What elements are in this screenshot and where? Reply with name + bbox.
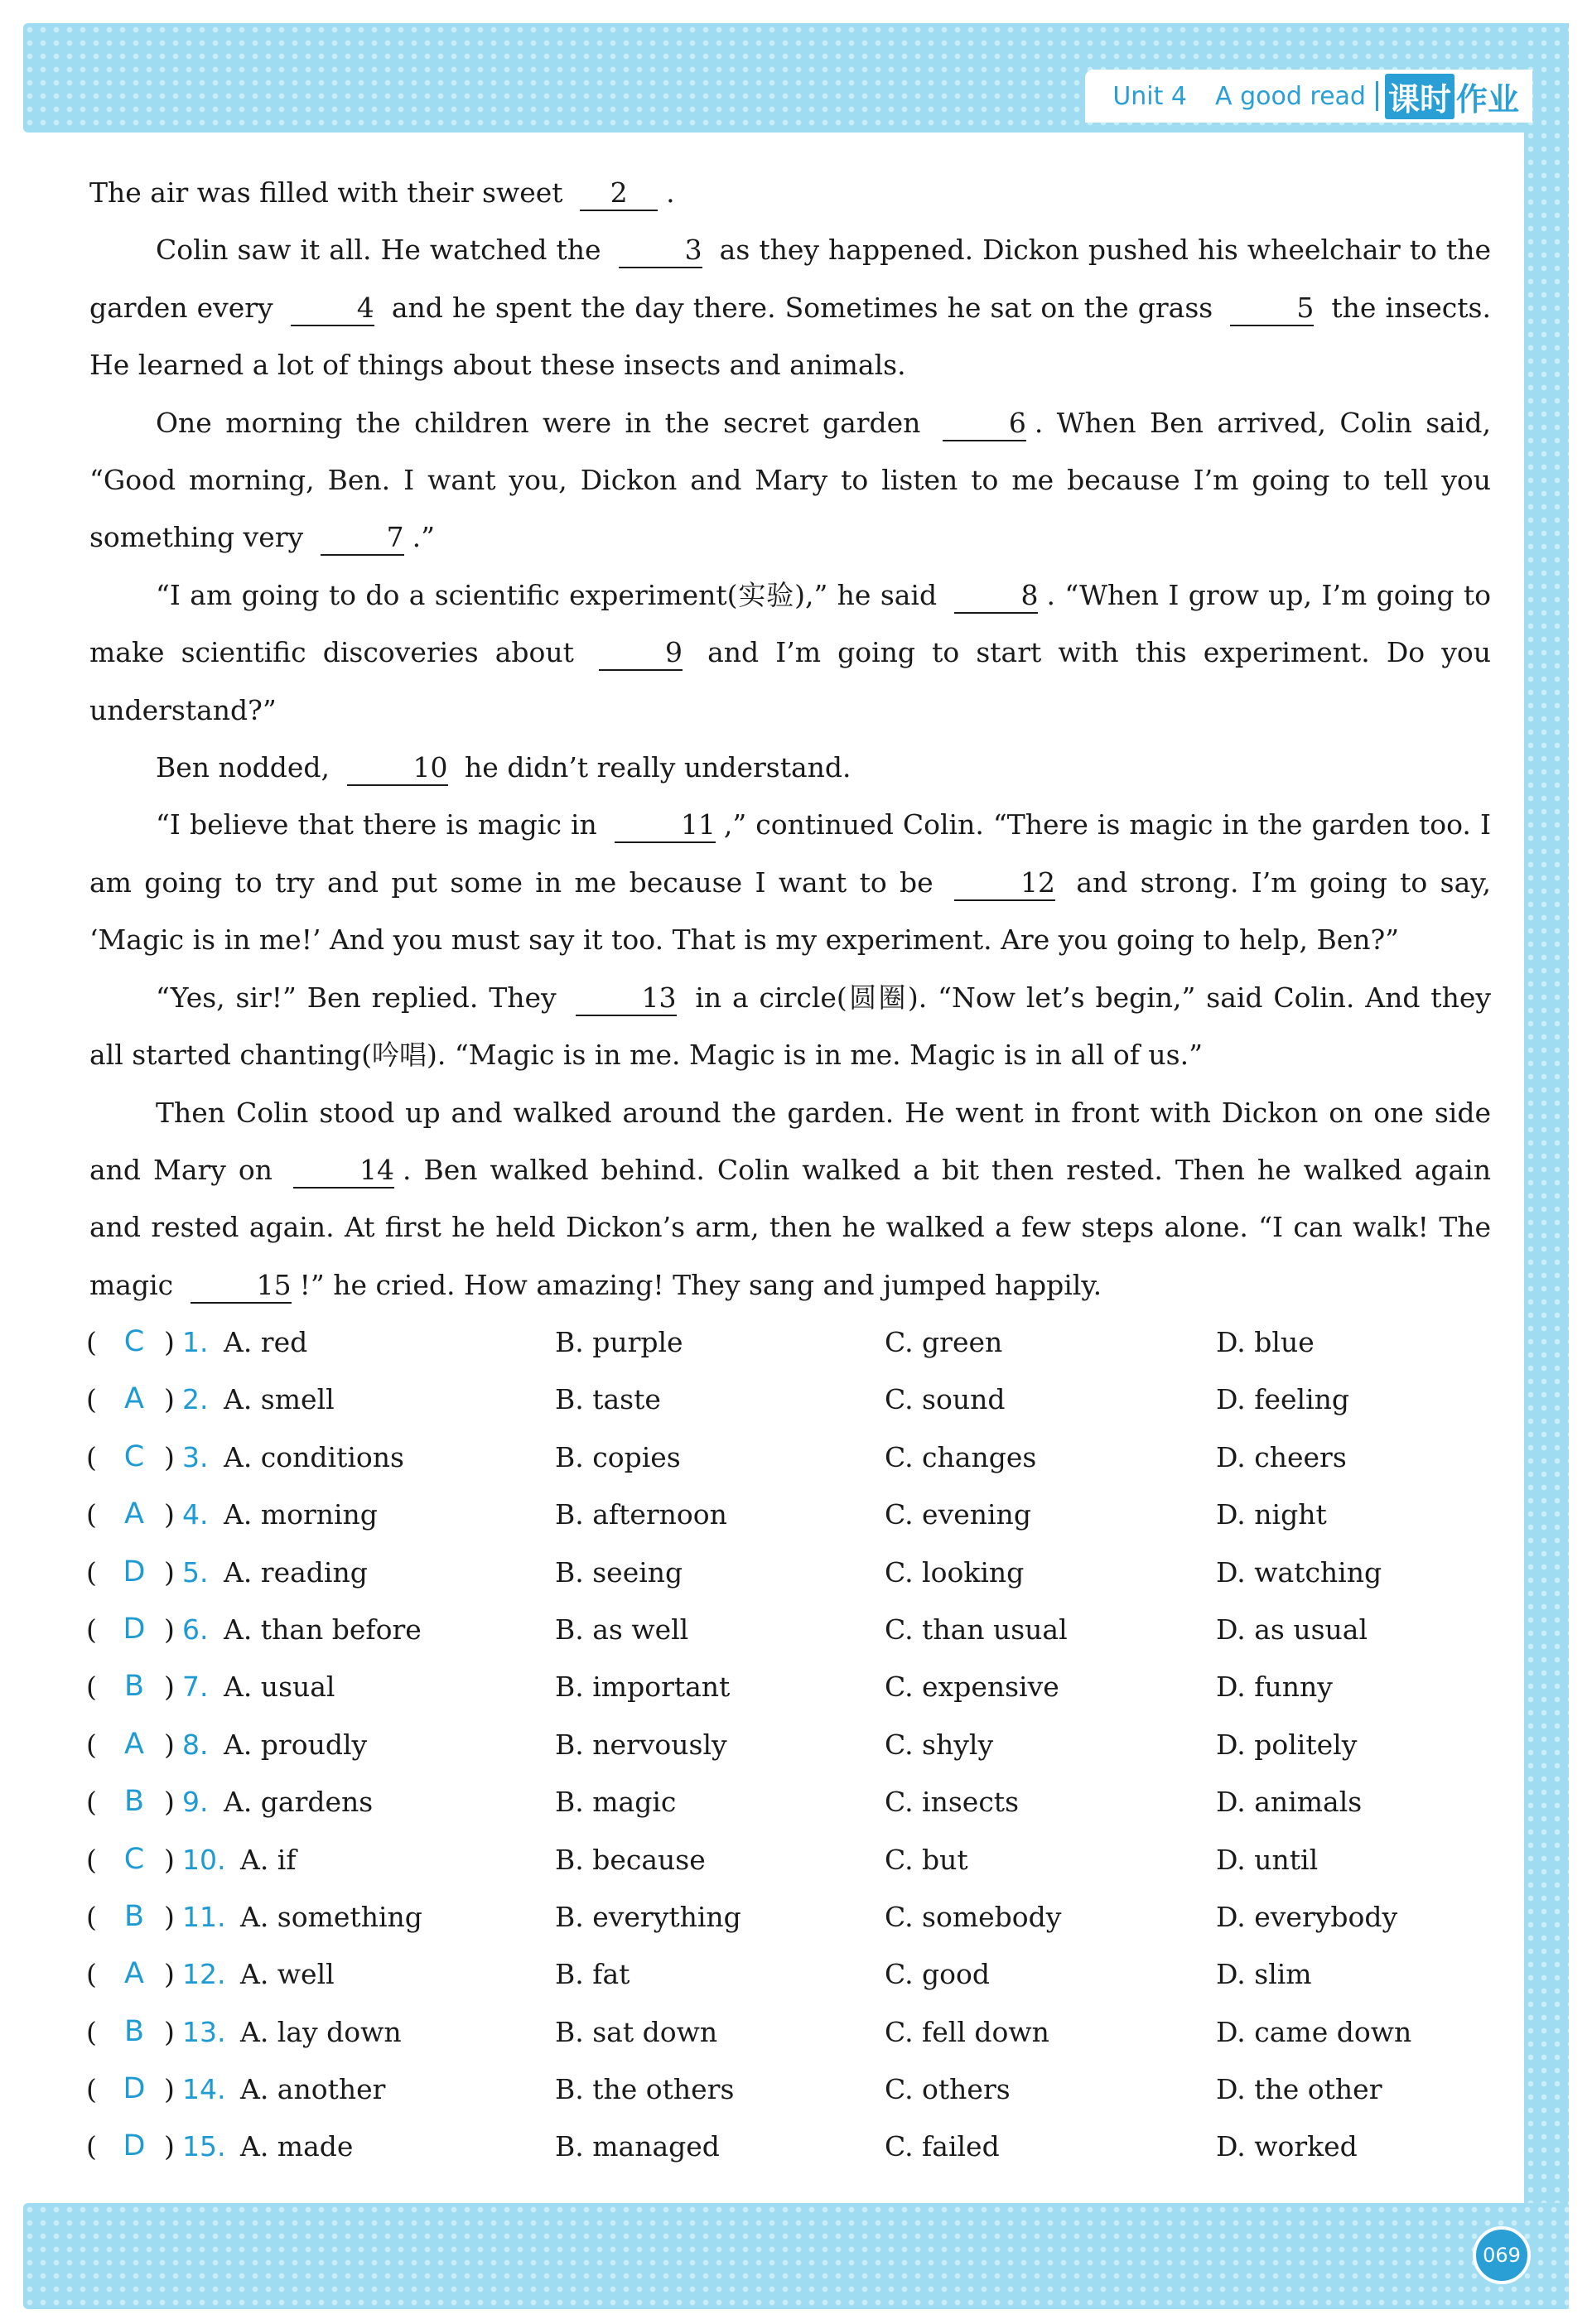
option-c: C. than usual <box>885 1613 1068 1646</box>
option-b: B. everything <box>555 1900 741 1933</box>
blank-14: 14 <box>293 1154 394 1189</box>
question-row: ( C ) 1. A. red B. purple C. green D. blue <box>83 1314 1491 1371</box>
option-a: A. something <box>240 1900 422 1933</box>
paragraph-6: “I believe that there is magic in 11 ,” continued Colin. “There is magic in the garden too. I am going to try and put some in me because I want to be 12 and strong. I’m going to say, ‘Magic is in me!’ And you must say it too. That is my experiment. Are you going to help, Ben?” <box>89 808 1491 957</box>
answer-mark: C <box>123 1325 145 1358</box>
question-row: ( C ) 10. A. if B. because C. but D. until <box>83 1831 1491 1888</box>
option-c: C. somebody <box>885 1900 1062 1933</box>
option-c: C. green <box>885 1326 1003 1358</box>
question-number: 14. <box>182 2073 226 2106</box>
answer-mark: A <box>124 1957 144 1991</box>
blank-11: 11 <box>615 808 716 843</box>
question-number: 7. <box>182 1671 209 1704</box>
blank-10: 10 <box>347 751 448 786</box>
option-c: C. looking <box>885 1555 1025 1589</box>
cloze-passage <box>89 164 1491 1314</box>
paragraph-8: Then Colin stood up and walked around the garden. He went in front with Dickon on one side and Mary on 14 . Ben walked behind. Colin walked a bit then rested. Then he walked again and rested again. At first he held Dickon’s arm, then he walked a few steps alone. “I can walk! The magic 15 !” he cried. How amazing! They sang and jumped happily. <box>89 1084 1491 1314</box>
question-number: 9. <box>182 1786 209 1819</box>
blank-4: 4 <box>291 292 374 326</box>
brand-logo-part-1: 课时 <box>1385 74 1455 119</box>
question-number: 3. <box>182 1440 209 1473</box>
option-a: A. red <box>224 1326 308 1358</box>
question-row: ( B ) 9. A. gardens B. magic C. insects D. animals <box>83 1773 1491 1830</box>
unit-label: Unit 4 <box>1112 81 1188 111</box>
right-border <box>1524 23 1569 2309</box>
answer-mark: B <box>123 1670 144 1704</box>
option-a: A. reading <box>224 1555 368 1589</box>
question-row: ( D ) 15. A. made B. managed C. failed D. worked <box>83 2118 1491 2175</box>
option-a: A. than before <box>224 1613 422 1646</box>
options-list <box>83 1314 1491 2176</box>
question-number: 2. <box>182 1383 209 1416</box>
option-d: D. feeling <box>1216 1383 1350 1416</box>
option-c: C. changes <box>885 1440 1037 1473</box>
answer-mark: B <box>123 2014 144 2048</box>
page-number-badge: 069 <box>1473 2226 1531 2284</box>
question-row: ( B ) 11. A. something B. everything C. somebody D. everybody <box>83 1888 1491 1946</box>
question-number: 6. <box>182 1613 209 1646</box>
answer-mark: A <box>124 1382 144 1416</box>
option-c: C. insects <box>885 1786 1020 1819</box>
bottom-border <box>23 2203 1569 2309</box>
paragraph-5: Ben nodded, 10 he didn’t really understand. <box>89 739 1491 796</box>
option-d: D. worked <box>1216 2130 1358 2163</box>
question-number: 5. <box>182 1555 209 1589</box>
option-c: C. good <box>885 1958 991 1991</box>
header-divider <box>1376 81 1378 111</box>
question-number: 1. <box>182 1326 209 1358</box>
option-a: A. usual <box>224 1671 335 1704</box>
option-d: D. blue <box>1216 1326 1315 1358</box>
option-c: C. evening <box>885 1498 1031 1531</box>
question-row: ( B ) 13. A. lay down B. sat down C. fell down D. came down <box>83 2003 1491 2061</box>
option-b: B. the others <box>555 2073 735 2106</box>
option-d: D. everybody <box>1216 1900 1398 1933</box>
question-number: 10. <box>182 1843 226 1876</box>
blank-7: 7 <box>321 521 404 556</box>
option-d: D. the other <box>1216 2073 1382 2106</box>
option-c: C. shyly <box>885 1728 994 1761</box>
blank-15: 15 <box>191 1269 292 1304</box>
answer-mark: D <box>123 1555 146 1589</box>
option-a: A. made <box>240 2130 354 2163</box>
option-d: D. politely <box>1216 1728 1358 1761</box>
option-b: B. sat down <box>555 2015 718 2048</box>
option-b: B. copies <box>555 1440 681 1473</box>
option-b: B. because <box>555 1843 706 1876</box>
answer-mark: B <box>123 1899 144 1933</box>
page-header <box>1085 70 1532 123</box>
answer-mark: A <box>124 1497 144 1531</box>
question-row: ( A ) 4. A. morning B. afternoon C. evening D. night <box>83 1486 1491 1543</box>
blank-6: 6 <box>943 407 1026 441</box>
question-number: 12. <box>182 1958 226 1991</box>
option-b: B. as well <box>555 1613 689 1646</box>
option-a: A. if <box>240 1843 297 1876</box>
blank-2: 2 <box>580 176 658 211</box>
option-a: A. smell <box>224 1383 335 1416</box>
question-row: ( A ) 12. A. well B. fat C. good D. slim <box>83 1946 1491 2003</box>
question-row: ( D ) 6. A. than before B. as well C. than usual D. as usual <box>83 1601 1491 1658</box>
question-number: 11. <box>182 1900 226 1933</box>
option-a: A. morning <box>224 1498 378 1531</box>
option-d: D. slim <box>1216 1958 1312 1991</box>
option-d: D. night <box>1216 1498 1327 1531</box>
option-c: C. failed <box>885 2130 1000 2163</box>
question-row: ( D ) 14. A. another B. the others C. others D. the other <box>83 2061 1491 2118</box>
option-a: A. proudly <box>224 1728 368 1761</box>
blank-9: 9 <box>599 636 683 671</box>
question-row: ( D ) 5. A. reading B. seeing C. looking D. watching <box>83 1544 1491 1601</box>
paragraph-3: One morning the children were in the secret garden 6 . When Ben arrived, Colin said, “Good morning, Ben. I want you, Dickon and Mary to listen to me because I’m going to tell you something very 7 .” <box>89 394 1491 567</box>
option-c: C. sound <box>885 1383 1006 1416</box>
option-b: B. nervously <box>555 1728 727 1761</box>
question-row: ( A ) 2. A. smell B. taste C. sound D. feeling <box>83 1371 1491 1428</box>
option-d: D. funny <box>1216 1671 1333 1704</box>
option-c: C. fell down <box>885 2015 1049 2048</box>
blank-8: 8 <box>954 579 1038 614</box>
blank-13: 13 <box>576 981 677 1016</box>
option-b: B. managed <box>555 2130 720 2163</box>
option-a: A. gardens <box>224 1786 374 1819</box>
paragraph-4: “I am going to do a scientific experiment(实验),” he said 8 . “When I grow up, I’m going to make scientific discoveries about 9 and I’m going to start with this experiment. Do you understand?” <box>89 578 1491 726</box>
option-b: B. taste <box>555 1383 661 1416</box>
option-d: D. animals <box>1216 1786 1363 1819</box>
option-d: D. as usual <box>1216 1613 1368 1646</box>
option-b: B. fat <box>555 1958 630 1991</box>
brand-logo <box>1385 74 1521 119</box>
option-b: B. afternoon <box>555 1498 727 1531</box>
blank-3: 3 <box>619 234 702 268</box>
paragraph-7: “Yes, sir!” Ben replied. They 13 in a circle(圆圈). “Now let’s begin,” said Colin. And they all started chanting(吟唱). “Magic is in me. Magic is in me. Magic is in all of us.” <box>89 981 1491 1072</box>
answer-mark: C <box>123 1439 145 1473</box>
option-a: A. lay down <box>240 2015 402 2048</box>
unit-title: A good read <box>1215 81 1366 111</box>
paragraph-1: The air was filled with their sweet 2 . <box>89 164 1491 221</box>
option-d: D. watching <box>1216 1555 1382 1589</box>
question-number: 8. <box>182 1728 209 1761</box>
option-c: C. expensive <box>885 1671 1059 1704</box>
question-number: 4. <box>182 1498 209 1531</box>
option-b: B. important <box>555 1671 731 1704</box>
answer-mark: A <box>124 1727 144 1761</box>
option-b: B. seeing <box>555 1555 683 1589</box>
option-a: A. another <box>240 2073 386 2106</box>
answer-mark: B <box>123 1785 144 1819</box>
brand-logo-part-2: 作业 <box>1455 80 1519 118</box>
answer-mark: C <box>123 1842 145 1876</box>
option-a: A. conditions <box>224 1440 404 1473</box>
answer-mark: D <box>123 2072 146 2106</box>
option-a: A. well <box>240 1958 335 1991</box>
blank-12: 12 <box>954 866 1055 901</box>
question-number: 15. <box>182 2130 226 2163</box>
answer-mark: D <box>123 2129 146 2163</box>
option-c: C. others <box>885 2073 1011 2106</box>
question-number: 13. <box>182 2015 226 2048</box>
option-d: D. cheers <box>1216 1440 1347 1473</box>
option-d: D. until <box>1216 1843 1319 1876</box>
option-b: B. purple <box>555 1326 683 1358</box>
answer-mark: D <box>123 1612 146 1646</box>
question-row: ( B ) 7. A. usual B. important C. expensive D. funny <box>83 1658 1491 1715</box>
blank-5: 5 <box>1230 292 1314 326</box>
paragraph-2: Colin saw it all. He watched the 3 as they happened. Dickon pushed his wheelchair to the garden every 4 and he spent the day there. Sometimes he sat on the grass 5 the insects. He learned a lot of things about these insects and animals. <box>89 234 1491 382</box>
question-row: ( A ) 8. A. proudly B. nervously C. shyly D. politely <box>83 1716 1491 1773</box>
option-c: C. but <box>885 1843 968 1876</box>
option-d: D. came down <box>1216 2015 1412 2048</box>
question-row: ( C ) 3. A. conditions B. copies C. changes D. cheers <box>83 1429 1491 1486</box>
option-b: B. magic <box>555 1786 677 1819</box>
